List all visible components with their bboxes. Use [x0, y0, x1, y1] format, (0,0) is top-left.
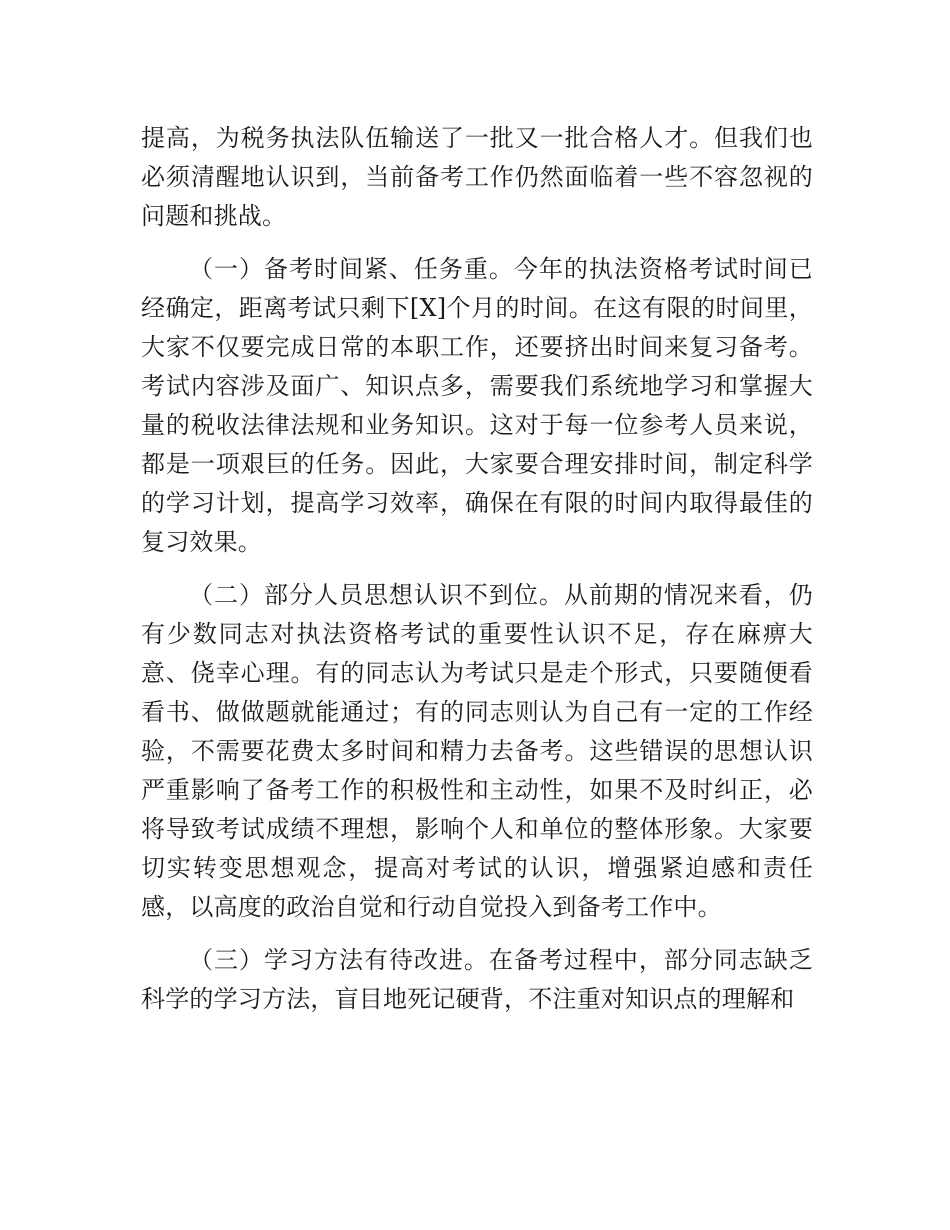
document-body — [141, 119, 813, 1033]
paragraph-section-2: （二）部分人员思想认识不到位。从前期的情况来看，仍有少数同志对执法资格考试的重要性认识不足，存在麻痹大意、侥幸心理。有的同志认为考试只是走个形式，只要随便看看书、做做题就能通过；有的同志则认为自己有一定的工作经验，不需要花费太多时间和精力去备考。这些错误的思想认识严重影响了备考工作的积极性和主动性，如果不及时纠正，必将导致考试成绩不理想，影响个人和单位的整体形象。大家要切实转变思想观念，提高对考试的认识，增强紧迫感和责任感，以高度的政治自觉和行动自觉投入到备考工作中。 — [141, 581, 813, 921]
paragraph-section-1: （一）备考时间紧、任务重。今年的执法资格考试时间已经确定，距离考试只剩下[X]个月的时间。在这有限的时间里，大家不仅要完成日常的本职工作，还要挤出时间来复习备考。考试内容涉及面广、知识点多，需要我们系统地学习和掌握大量的税收法律法规和业务知识。这对于每一位参考人员来说，都是一项艰巨的任务。因此，大家要合理安排时间，制定科学的学习计划，提高学习效率，确保在有限的时间内取得最佳的复习效果。 — [141, 255, 813, 556]
paragraph-continuation: 提高，为税务执法队伍输送了一批又一批合格人才。但我们也必须清醒地认识到，当前备考工作仍然面临着一些不容忽视的问题和挑战。 — [141, 124, 813, 230]
paragraph-section-3: （三）学习方法有待改进。在备考过程中，部分同志缺乏科学的学习方法，盲目地死记硬背，不注重对知识点的理解和 — [141, 946, 813, 1013]
